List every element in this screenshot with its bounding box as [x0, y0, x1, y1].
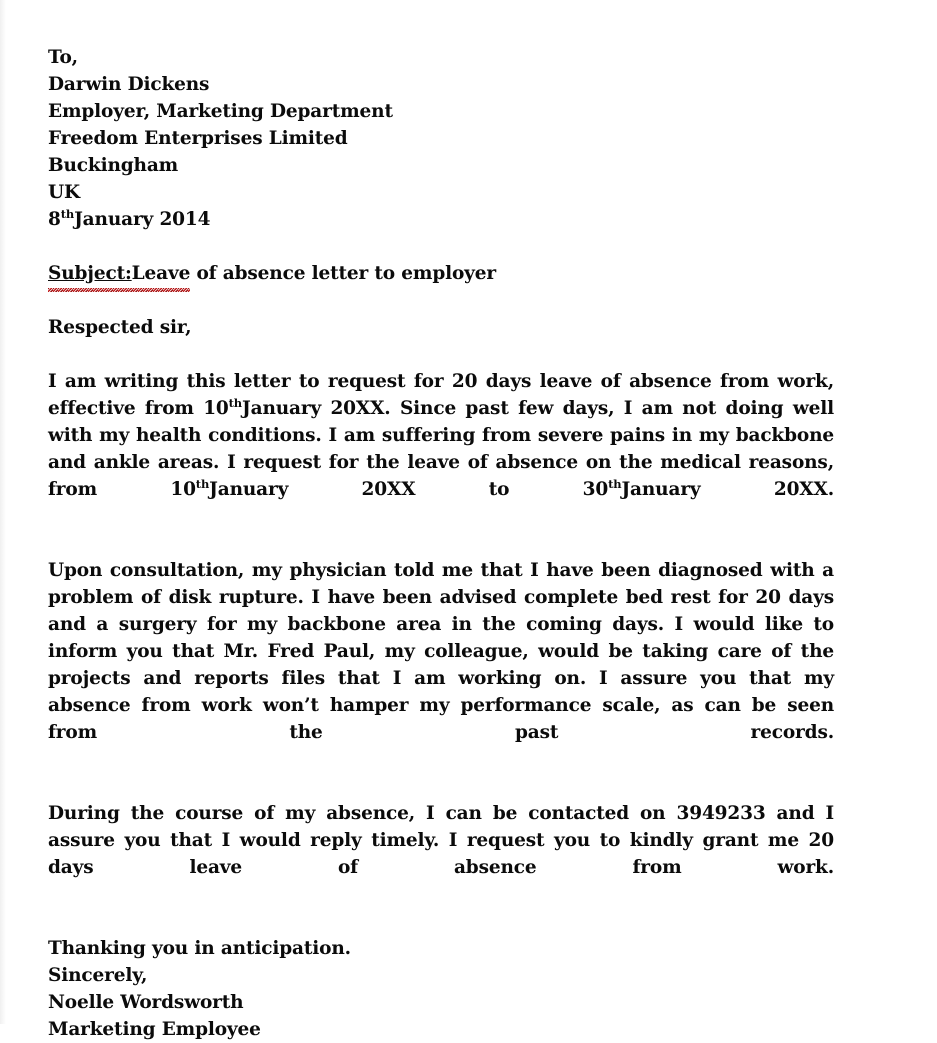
spacer [48, 341, 834, 368]
body-paragraph-1 [48, 368, 834, 530]
body-paragraph-3: During the course of my absence, I can be contacted on 3949233 and I assure you that I would reply timely. I request you to kindly grant me 20 days leave of absence from work. [48, 803, 834, 878]
subject-line [48, 260, 834, 287]
letter-body [48, 44, 834, 1043]
recipient-city: Buckingham [48, 155, 179, 176]
sender-title: Marketing Employee [48, 1019, 261, 1040]
body-paragraph-2: Upon consultation, my physician told me that I have been diagnosed with a problem of disk rupture. I have been advised complete bed rest for 20 days and a surgery for my backbone area in the coming days. I would like to inform you that Mr. Fred Paul, my colleague, would be taking care of the projects and reports files that I am working on. I assure you that my absence from work won’t hamper my performance scale, as can be seen from the past records. [48, 560, 834, 743]
spellcheck-misspelling-marker [48, 260, 190, 287]
spacer [48, 908, 834, 935]
recipient-country: UK [48, 182, 80, 203]
recipient-name: Darwin Dickens [48, 74, 210, 95]
sender-name: Noelle Wordsworth [48, 992, 244, 1013]
p1-ordinal-1: th [228, 395, 242, 410]
spacer [48, 773, 834, 800]
subject-misspelled-word: Leave [131, 263, 191, 284]
closing-valediction: Sincerely, [48, 965, 148, 986]
date-day: 8 [48, 209, 61, 230]
date-ordinal-suffix: th [60, 206, 75, 221]
greeting-line: Respected sir, [48, 317, 192, 338]
salutation-to-line: To, [48, 47, 78, 68]
p1-part-d: January 20XX. [621, 479, 834, 500]
closing-thanks: Thanking you in anticipation. [48, 938, 351, 959]
p1-part-c: January 20XX to 30 [209, 479, 609, 500]
p1-part-b: January 20XX. Since past few days, I am not doing well with my health conditions. I am suffering from severe pains in my backbone and ankle areas. I request for the leave of absence on the medical reasons, from 10 [48, 398, 834, 500]
recipient-address-block [48, 44, 834, 233]
date-month-year: January 2014 [74, 209, 211, 230]
subject-label: Subject: [48, 263, 132, 284]
p1-part-a: I am writing this letter to request for 20 days leave of absence from work, effective from 10 [48, 371, 834, 419]
letter-date [48, 206, 834, 233]
recipient-role: Employer, Marketing Department [48, 101, 393, 122]
spacer [48, 233, 834, 260]
recipient-company: Freedom Enterprises Limited [48, 128, 348, 149]
subject-text: of absence letter to employer [190, 263, 497, 284]
p1-ordinal-2: th [195, 476, 210, 491]
spacer [48, 530, 834, 557]
p1-ordinal-3: th [608, 476, 622, 491]
closing-block [48, 935, 834, 1043]
